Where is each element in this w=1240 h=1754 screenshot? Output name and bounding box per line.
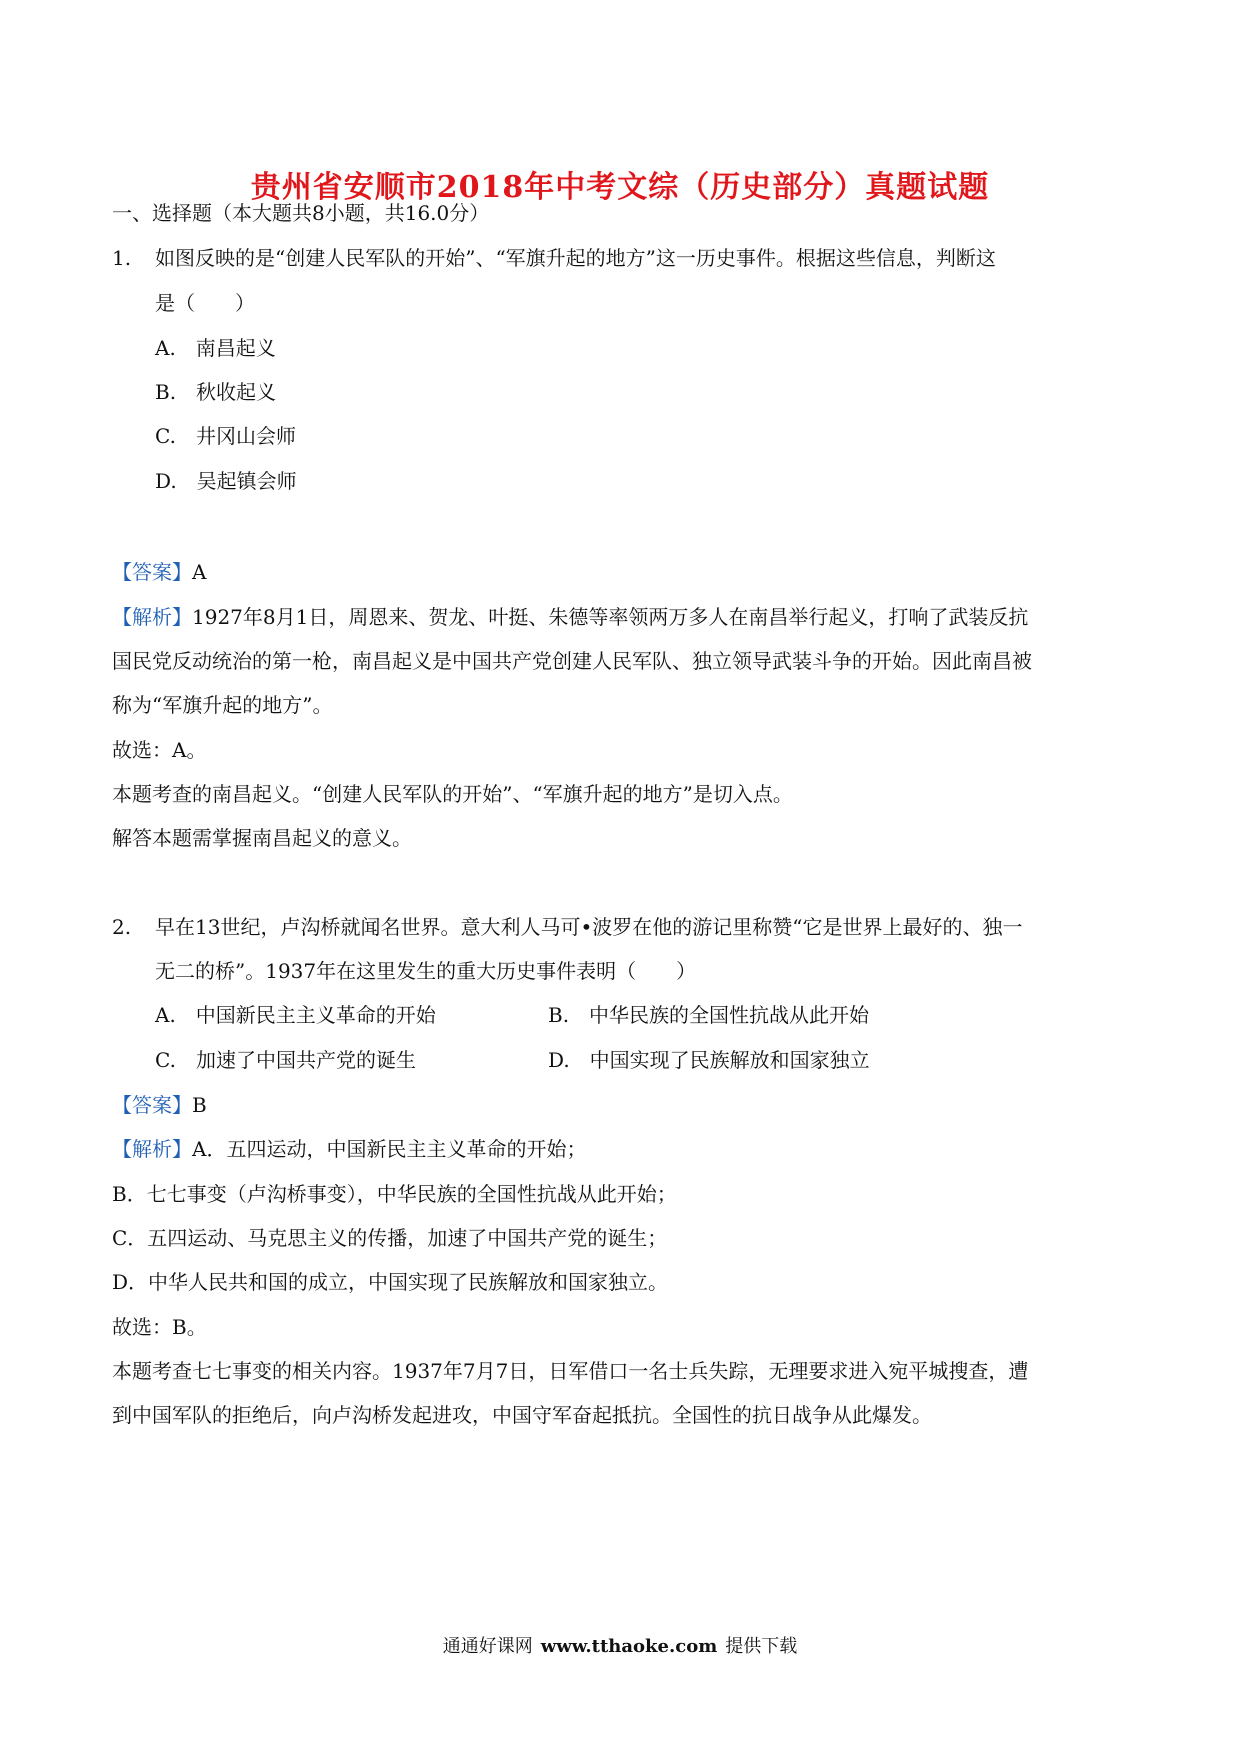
q2-analysis-b: B．七七事变（卢沟桥事变），中华民族的全国性抗战从此开始；	[112, 1182, 677, 1206]
q1-number: 1.	[112, 246, 132, 270]
page-title: 贵州省安顺市2018年中考文综（历史部分）真题试题	[250, 170, 990, 205]
q1-stem-line2: 是（ ）	[155, 291, 255, 315]
q1-analysis-line2: 国民党反动统治的第一枪，南昌起义是中国共产党创建人民军队、独立领导武装斗争的开始。因此南昌被	[112, 649, 1032, 673]
footer-url-link[interactable]: www.tthaoke.com	[540, 1636, 718, 1657]
page-footer	[0, 1632, 1240, 1658]
q2-option-b: B. 中华民族的全国性抗战从此开始	[548, 1003, 870, 1027]
answer-tag: 【答案】	[112, 1093, 192, 1117]
section-heading: 一、选择题（本大题共8小题，共16.0分）	[112, 201, 490, 225]
q1-analysis-line1	[112, 602, 1028, 632]
q2-stem-line2: 无二的桥”。1937年在这里发生的重大历史事件表明（ ）	[155, 959, 697, 983]
analysis-text: 1927年8月1日，周恩来、贺龙、叶挺、朱德等率领两万多人在南昌举行起义，打响了武装反抗	[192, 605, 1029, 629]
q1-analysis-line3: 称为“军旗升起的地方”。	[112, 693, 333, 717]
q1-option-c: C. 井冈山会师	[155, 424, 296, 448]
q1-option-b: B. 秋收起义	[155, 380, 277, 404]
analysis-tag: 【解析】	[112, 605, 192, 629]
answer-value: B	[192, 1093, 207, 1117]
q2-number: 2.	[112, 915, 132, 939]
q2-option-d: D. 中国实现了民族解放和国家独立	[548, 1048, 870, 1072]
answer-tag: 【答案】	[112, 560, 192, 584]
q2-stem-line1: 早在13世纪，卢沟桥就闻名世界。意大利人马可•波罗在他的游记里称赞“它是世界上最好的、独一	[155, 915, 1023, 939]
q1-option-d: D. 吴起镇会师	[155, 469, 297, 493]
q1-note2: 解答本题需掌握南昌起义的意义。	[112, 826, 412, 850]
q2-option-a: A. 中国新民主主义革命的开始	[155, 1003, 436, 1027]
q2-analysis-c: C．五四运动、马克思主义的传播，加速了中国共产党的诞生；	[112, 1226, 668, 1250]
footer-site-name: 通通好课网	[442, 1636, 533, 1657]
q1-option-a: A. 南昌起义	[155, 336, 276, 360]
q2-choice: 故选：B。	[112, 1315, 207, 1339]
answer-value: A	[192, 560, 207, 584]
q1-note1: 本题考查的南昌起义。“创建人民军队的开始”、“军旗升起的地方”是切入点。	[112, 782, 793, 806]
q2-analysis-d: D．中华人民共和国的成立，中国实现了民族解放和国家独立。	[112, 1270, 669, 1294]
q1-stem-line1: 如图反映的是“创建人民军队的开始”、“军旗升起的地方”这一历史事件。根据这些信息，判断这	[155, 246, 996, 270]
q1-answer	[112, 557, 206, 587]
q2-answer	[112, 1090, 207, 1120]
q2-note2: 到中国军队的拒绝后，向卢沟桥发起进攻，中国守军奋起抵抗。全国性的抗日战争从此爆发。	[112, 1403, 932, 1427]
q2-analysis-a	[112, 1134, 586, 1164]
footer-note: 提供下载	[725, 1636, 798, 1657]
q1-choice: 故选：A。	[112, 738, 207, 762]
analysis-tag: 【解析】	[112, 1137, 192, 1161]
analysis-text: A．五四运动，中国新民主主义革命的开始；	[192, 1137, 587, 1161]
q2-note1: 本题考查七七事变的相关内容。1937年7月7日，日军借口一名士兵失踪，无理要求进入宛平城搜查，遭	[112, 1359, 1029, 1383]
q2-option-c: C. 加速了中国共产党的诞生	[155, 1048, 416, 1072]
